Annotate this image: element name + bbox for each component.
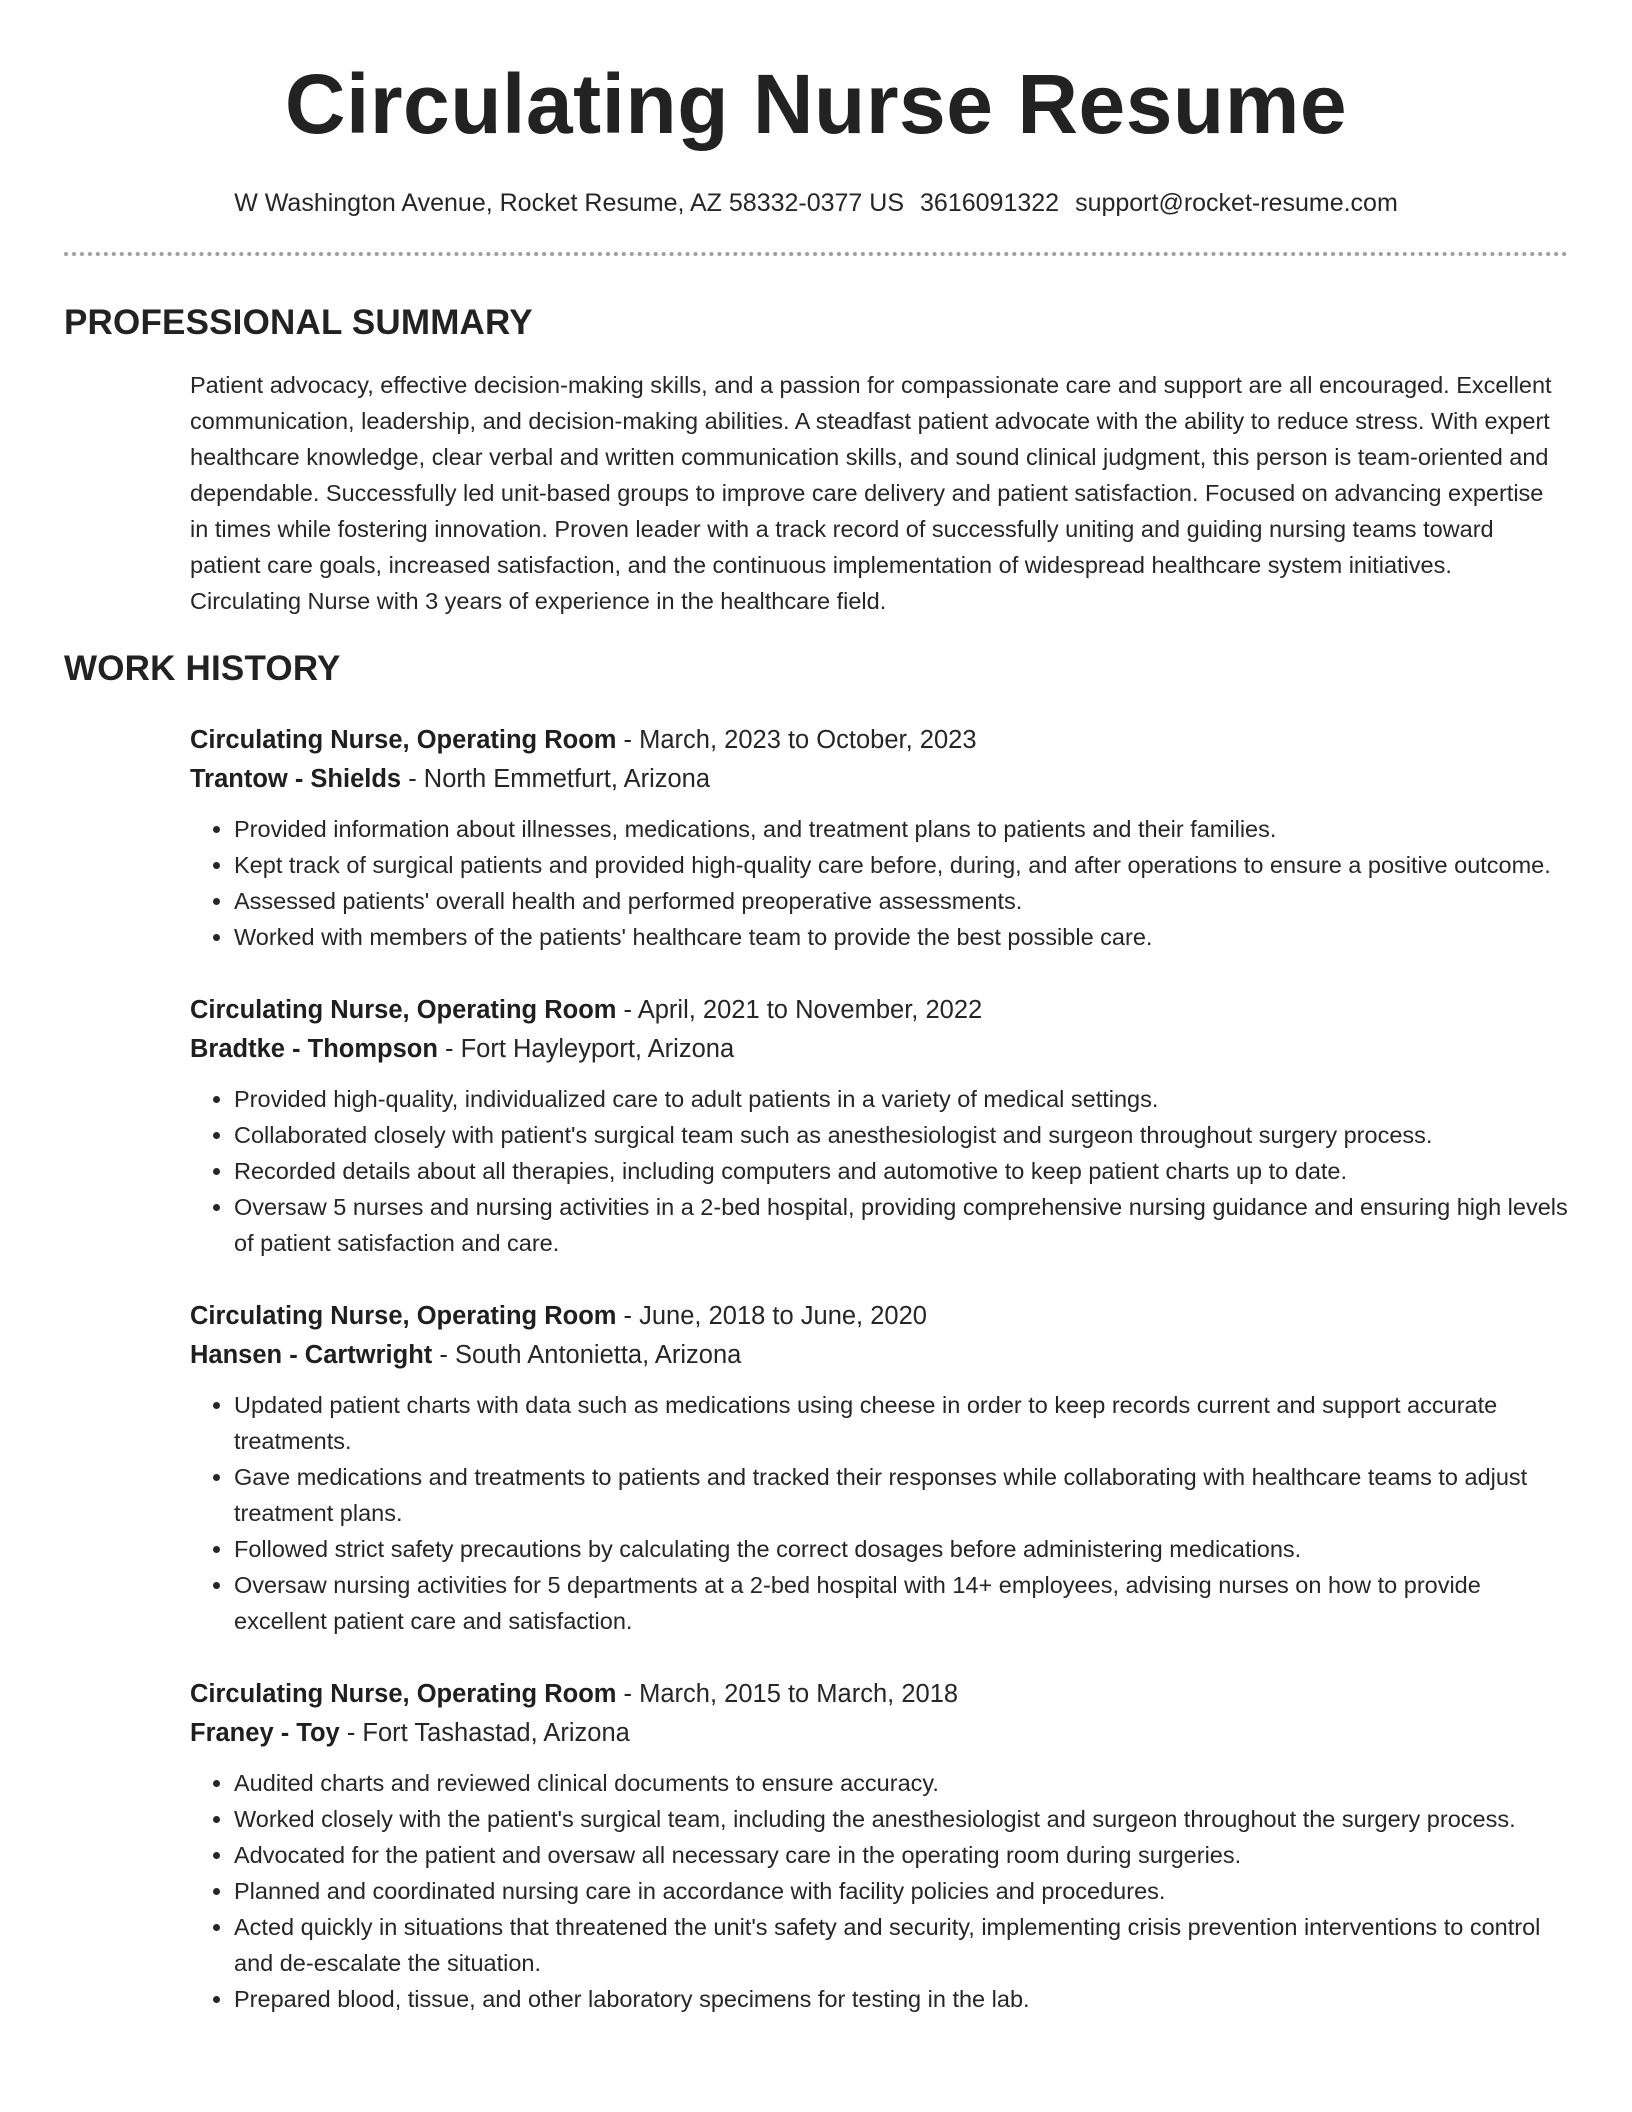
job-entry — [190, 721, 1568, 955]
job-bullet: • Worked closely with the patient's surgical team, including the anesthesiologist and surgeon throughout the surgery process. — [234, 1801, 1568, 1837]
job-dates: - April, 2021 to November, 2022 — [616, 996, 983, 1024]
job-company-line — [190, 1714, 1568, 1753]
job-location: - Fort Hayleyport, Arizona — [437, 1035, 735, 1063]
job-title-line — [190, 991, 1568, 1030]
job-dates: - March, 2015 to March, 2018 — [616, 1680, 959, 1708]
job-bullet: • Acted quickly in situations that threatened the unit's safety and security, implementing crisis prevention interventions to control and de-escalate the situation. — [234, 1909, 1568, 1981]
job-role: Circulating Nurse, Operating Room — [190, 726, 617, 754]
job-entry — [190, 1675, 1568, 2017]
job-company-line — [190, 1336, 1568, 1375]
job-location: - South Antonietta, Arizona — [432, 1341, 742, 1369]
job-bullet: • Updated patient charts with data such as medications using cheese in order to keep records current and support accurate treatments. — [234, 1387, 1568, 1459]
job-company: Trantow - Shields — [190, 765, 402, 793]
job-bullet: • Recorded details about all therapies, including computers and automotive to keep patient charts up to date. — [234, 1153, 1568, 1189]
job-role: Circulating Nurse, Operating Room — [190, 996, 617, 1024]
job-bullet: • Collaborated closely with patient's surgical team such as anesthesiologist and surgeon throughout surgery process. — [234, 1117, 1568, 1153]
resume-page — [64, 0, 1568, 2112]
job-bullet: • Advocated for the patient and oversaw all necessary care in the operating room during surgeries. — [234, 1837, 1568, 1873]
job-location: - Fort Tashastad, Arizona — [339, 1719, 630, 1747]
job-bullets — [190, 1765, 1568, 2017]
job-company-line — [190, 760, 1568, 799]
contact-line — [64, 188, 1568, 218]
summary-heading: PROFESSIONAL SUMMARY — [64, 303, 533, 342]
job-dates: - March, 2023 to October, 2023 — [616, 726, 977, 754]
job-entry — [190, 1297, 1568, 1639]
job-bullet: • Worked with members of the patients' healthcare team to provide the best possible care. — [234, 919, 1568, 955]
job-bullet: • Assessed patients' overall health and performed preoperative assessments. — [234, 883, 1568, 919]
job-bullet: • Prepared blood, tissue, and other laboratory specimens for testing in the lab. — [234, 1981, 1568, 2017]
job-company: Franey - Toy — [190, 1719, 340, 1747]
job-bullet: • Oversaw nursing activities for 5 departments at a 2-bed hospital with 14+ employees, advising nurses on how to provide excellent patient care and satisfaction. — [234, 1567, 1568, 1639]
summary-text: Patient advocacy, effective decision-making skills, and a passion for compassionate care and support are all encouraged. Excellent communication, leadership, and decision-making abilities. A steadfast patient advocate with the ability to reduce stress. With expert healthcare knowledge, clear verbal and written communication skills, and sound clinical judgment, this person is team-oriented and dependable. Successfully led unit-based groups to improve care delivery and patient satisfaction. Focused on advancing expertise in times while fostering innovation. Proven leader with a track record of successfully uniting and guiding nursing teams toward patient care goals, increased satisfaction, and the continuous implementation of widespread healthcare system initiatives. Circulating Nurse with 3 years of experience in the healthcare field. — [190, 372, 1552, 614]
job-company: Hansen - Cartwright — [190, 1341, 433, 1369]
job-company-line — [190, 1030, 1568, 1069]
job-bullet: • Provided information about illnesses, medications, and treatment plans to patients and their families. — [234, 811, 1568, 847]
job-title-line — [190, 721, 1568, 760]
job-bullet: • Gave medications and treatments to patients and tracked their responses while collaborating with healthcare teams to adjust treatment plans. — [234, 1459, 1568, 1531]
contact-email: support@rocket-resume.com — [1075, 189, 1398, 217]
job-bullet: • Kept track of surgical patients and provided high-quality care before, during, and after operations to ensure a positive outcome. — [234, 847, 1568, 883]
job-bullets — [190, 811, 1568, 955]
job-bullets — [190, 1081, 1568, 1261]
contact-phone: 3616091322 — [920, 189, 1060, 217]
job-bullet: • Planned and coordinated nursing care in accordance with facility policies and procedures. — [234, 1873, 1568, 1909]
job-role: Circulating Nurse, Operating Room — [190, 1680, 617, 1708]
job-location: - North Emmetfurt, Arizona — [401, 765, 711, 793]
contact-address: W Washington Avenue, Rocket Resume, AZ 58332-0377 US — [234, 189, 905, 217]
job-bullets — [190, 1387, 1568, 1639]
job-bullet: • Provided high-quality, individualized care to adult patients in a variety of medical settings. — [234, 1081, 1568, 1117]
job-entry — [190, 991, 1568, 1261]
resume-title: Circulating Nurse Resume — [284, 57, 1348, 151]
job-title-line — [190, 1675, 1568, 1714]
job-role: Circulating Nurse, Operating Room — [190, 1302, 617, 1330]
job-bullet: • Audited charts and reviewed clinical documents to ensure accuracy. — [234, 1765, 1568, 1801]
job-bullet: • Oversaw 5 nurses and nursing activities in a 2-bed hospital, providing comprehensive nursing guidance and ensuring high levels of patient satisfaction and care. — [234, 1189, 1568, 1261]
job-title-line — [190, 1297, 1568, 1336]
work-history-heading: WORK HISTORY — [64, 649, 341, 688]
job-dates: - June, 2018 to June, 2020 — [616, 1302, 927, 1330]
job-bullet: • Followed strict safety precautions by calculating the correct dosages before administering medications. — [234, 1531, 1568, 1567]
header-divider — [64, 252, 1568, 256]
job-company: Bradtke - Thompson — [190, 1035, 438, 1063]
